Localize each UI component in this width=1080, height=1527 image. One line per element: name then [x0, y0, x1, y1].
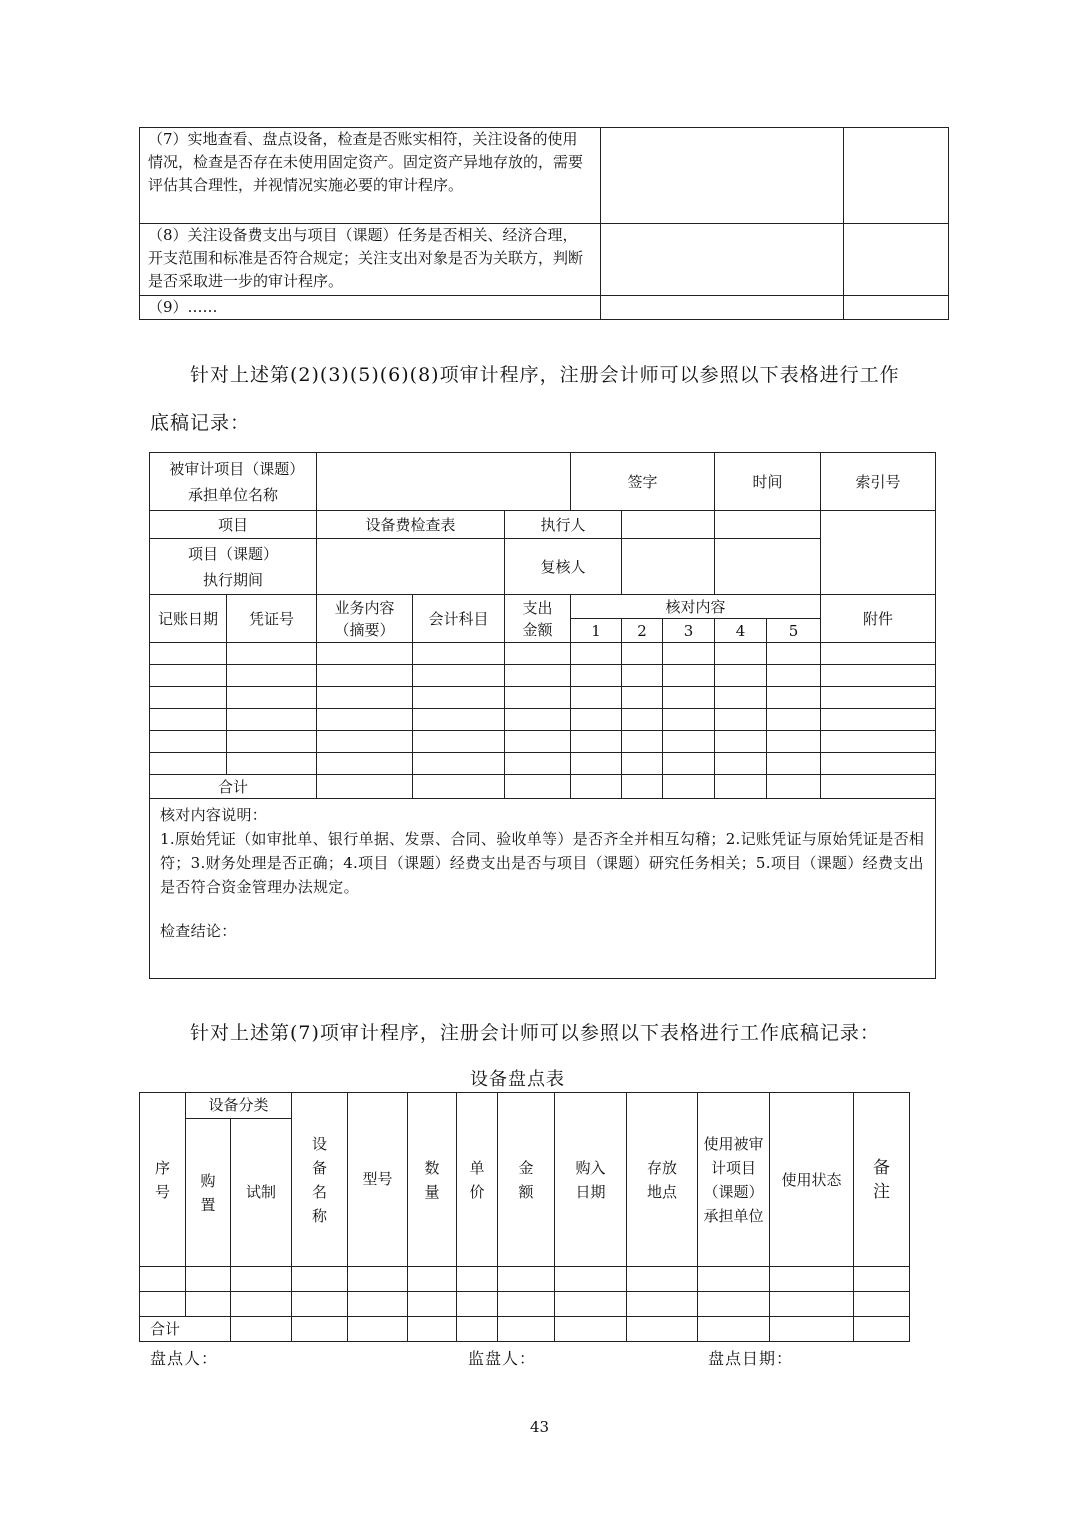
col-trial	[231, 1119, 292, 1267]
empty-cell	[844, 128, 949, 224]
check-num-4: 4	[715, 619, 767, 643]
remark-header: 备注	[873, 1157, 890, 1202]
col-header-amount	[505, 595, 571, 643]
paragraph-2: 针对上述第(7)项审计程序，注册会计师可以参照以下表格进行工作底稿记录：	[190, 1022, 880, 1044]
col-header-account	[413, 595, 505, 643]
period-label: 项目（课题）执行期间	[187, 544, 278, 589]
inventory-total-cell	[140, 1317, 231, 1342]
qty-header: 数量	[424, 1158, 440, 1201]
index-header	[821, 453, 936, 511]
page-number: 43	[530, 1418, 550, 1436]
col-price	[457, 1093, 498, 1267]
empty-cell	[601, 224, 844, 296]
category-header: 设备分类	[208, 1096, 269, 1114]
model-header: 型号	[362, 1170, 393, 1188]
col-location	[627, 1093, 698, 1267]
procedure-8-text: （8）关注设备费支出与项目（课题）任务是否相关、经济合理，开支范围和标准是否符合规定；关注支出对象是否为关联方，判断是否采取进一步的审计程序。	[148, 226, 584, 290]
col-user-unit	[698, 1093, 770, 1267]
purchase-header: 购置	[200, 1171, 216, 1214]
item-value: 设备费检查表	[365, 515, 456, 534]
unit-name-value	[317, 453, 571, 511]
time-label: 时间	[752, 472, 783, 491]
item-label-cell	[150, 511, 317, 539]
reviewer-time-cell	[715, 539, 821, 595]
check-num-3: 3	[663, 619, 715, 643]
empty-cell	[601, 296, 844, 320]
table-row	[150, 753, 936, 775]
time-header	[715, 453, 821, 511]
empty-cell	[601, 128, 844, 224]
trial-header: 试制	[246, 1183, 277, 1201]
equipment-expense-check-table	[149, 452, 936, 979]
status-header: 使用状态	[781, 1170, 842, 1189]
col-header-date	[150, 595, 227, 643]
empty-cell	[844, 224, 949, 296]
amount-header: 金额	[518, 1158, 534, 1201]
executor-label: 执行人	[540, 515, 586, 534]
col-header-voucher	[227, 595, 317, 643]
buy-date-header: 购入日期	[575, 1158, 606, 1201]
item-value-cell	[317, 511, 505, 539]
procedure-9-text: （9）……	[148, 298, 218, 316]
col-header-check	[571, 595, 821, 619]
amount-header-text: 支出金额	[522, 598, 553, 639]
table-row	[150, 687, 936, 709]
col-header-content	[317, 595, 413, 643]
total-label: 合计	[217, 777, 248, 796]
inventory-table-title: 设备盘点表	[470, 1069, 565, 1090]
executor-sign-cell	[622, 511, 715, 539]
check-num-5: 5	[767, 619, 821, 643]
content-header-text: 业务内容（摘要）	[334, 598, 395, 639]
account-header-text: 会计科目	[428, 609, 489, 628]
table-row	[140, 1292, 910, 1317]
procedure-8-cell	[140, 224, 601, 296]
executor-time-cell	[715, 511, 821, 539]
seq-header: 序号	[154, 1158, 170, 1201]
period-value-cell	[317, 539, 505, 595]
reviewer-label-cell	[505, 539, 622, 595]
col-status	[770, 1093, 854, 1267]
attach-header-text: 附件	[863, 609, 894, 628]
table-row	[150, 643, 936, 665]
name-header: 设备名称	[312, 1134, 328, 1225]
audit-procedure-table-continuation	[139, 127, 949, 320]
col-name	[292, 1093, 348, 1267]
col-amount	[498, 1093, 555, 1267]
date-header-text: 记账日期	[158, 609, 219, 628]
col-seq	[140, 1093, 186, 1267]
sign-header	[571, 453, 715, 511]
paragraph-1-line-1: 针对上述第(2)(3)(5)(6)(8)项审计程序，注册会计师可以参照以下表格进行工作	[190, 364, 900, 386]
total-row	[150, 775, 936, 799]
table-row	[140, 1267, 910, 1292]
supervisor-label: 监盘人：	[468, 1349, 537, 1368]
procedure-9-cell	[140, 296, 601, 320]
table-row	[150, 665, 936, 687]
conclusion-label: 检查结论：	[160, 922, 237, 940]
table-row	[150, 709, 936, 731]
period-label-cell	[150, 539, 317, 595]
col-buy-date	[555, 1093, 627, 1267]
check-header-text: 核对内容	[665, 597, 726, 616]
reviewer-label: 复核人	[540, 557, 586, 576]
col-model	[348, 1093, 408, 1267]
col-category	[186, 1093, 292, 1119]
procedure-7-text: （7）实地查看、盘点设备，检查是否账实相符，关注设备的使用情况，检查是否存在未使用固定资产。固定资产异地存放的，需要评估其合理性，并视情况实施必要的审计程序。	[148, 130, 584, 194]
price-header: 单价	[469, 1158, 485, 1201]
reviewer-sign-cell	[622, 539, 715, 595]
index-value-cell	[821, 511, 936, 595]
total-label-cell	[150, 775, 317, 799]
total-row	[140, 1317, 910, 1342]
empty-cell	[844, 296, 949, 320]
index-label: 索引号	[855, 472, 901, 491]
paragraph-1-line-2: 底稿记录：	[150, 412, 251, 434]
col-qty	[408, 1093, 457, 1267]
inventory-date-label: 盘点日期：	[708, 1349, 794, 1368]
unit-name-label-cell	[150, 453, 317, 511]
equipment-inventory-table	[139, 1092, 910, 1342]
table-row	[150, 731, 936, 753]
col-purchase	[186, 1119, 231, 1267]
executor-label-cell	[505, 511, 622, 539]
counter-label: 盘点人：	[150, 1349, 219, 1368]
col-remark	[854, 1093, 910, 1267]
sign-label: 签字	[627, 472, 658, 491]
location-header: 存放地点	[647, 1158, 678, 1201]
procedure-7-cell	[140, 128, 601, 224]
notes-cell	[150, 799, 936, 979]
col-header-attach	[821, 595, 936, 643]
notes-title: 核对内容说明：	[160, 806, 268, 824]
notes-body: 1.原始凭证（如审批单、银行单据、发票、合同、验收单等）是否齐全并相互勾稽；2.记账凭证与原始凭证是否相符；3.财务处理是否正确；4.项目（课题）经费支出是否与项目（课题）研究任务相关；5.项目（课题）经费支出是否符合资金管理办法规定。	[160, 830, 925, 896]
unit-name-label: 被审计项目（课题）承担单位名称	[169, 459, 297, 504]
voucher-header-text: 凭证号	[248, 609, 294, 628]
item-label: 项目	[217, 515, 248, 534]
user-unit-header: 使用被审计项目（课题）承担单位	[703, 1134, 764, 1225]
check-num-1: 1	[571, 619, 622, 643]
inventory-total-label: 合计	[150, 1319, 181, 1338]
check-num-2: 2	[622, 619, 663, 643]
